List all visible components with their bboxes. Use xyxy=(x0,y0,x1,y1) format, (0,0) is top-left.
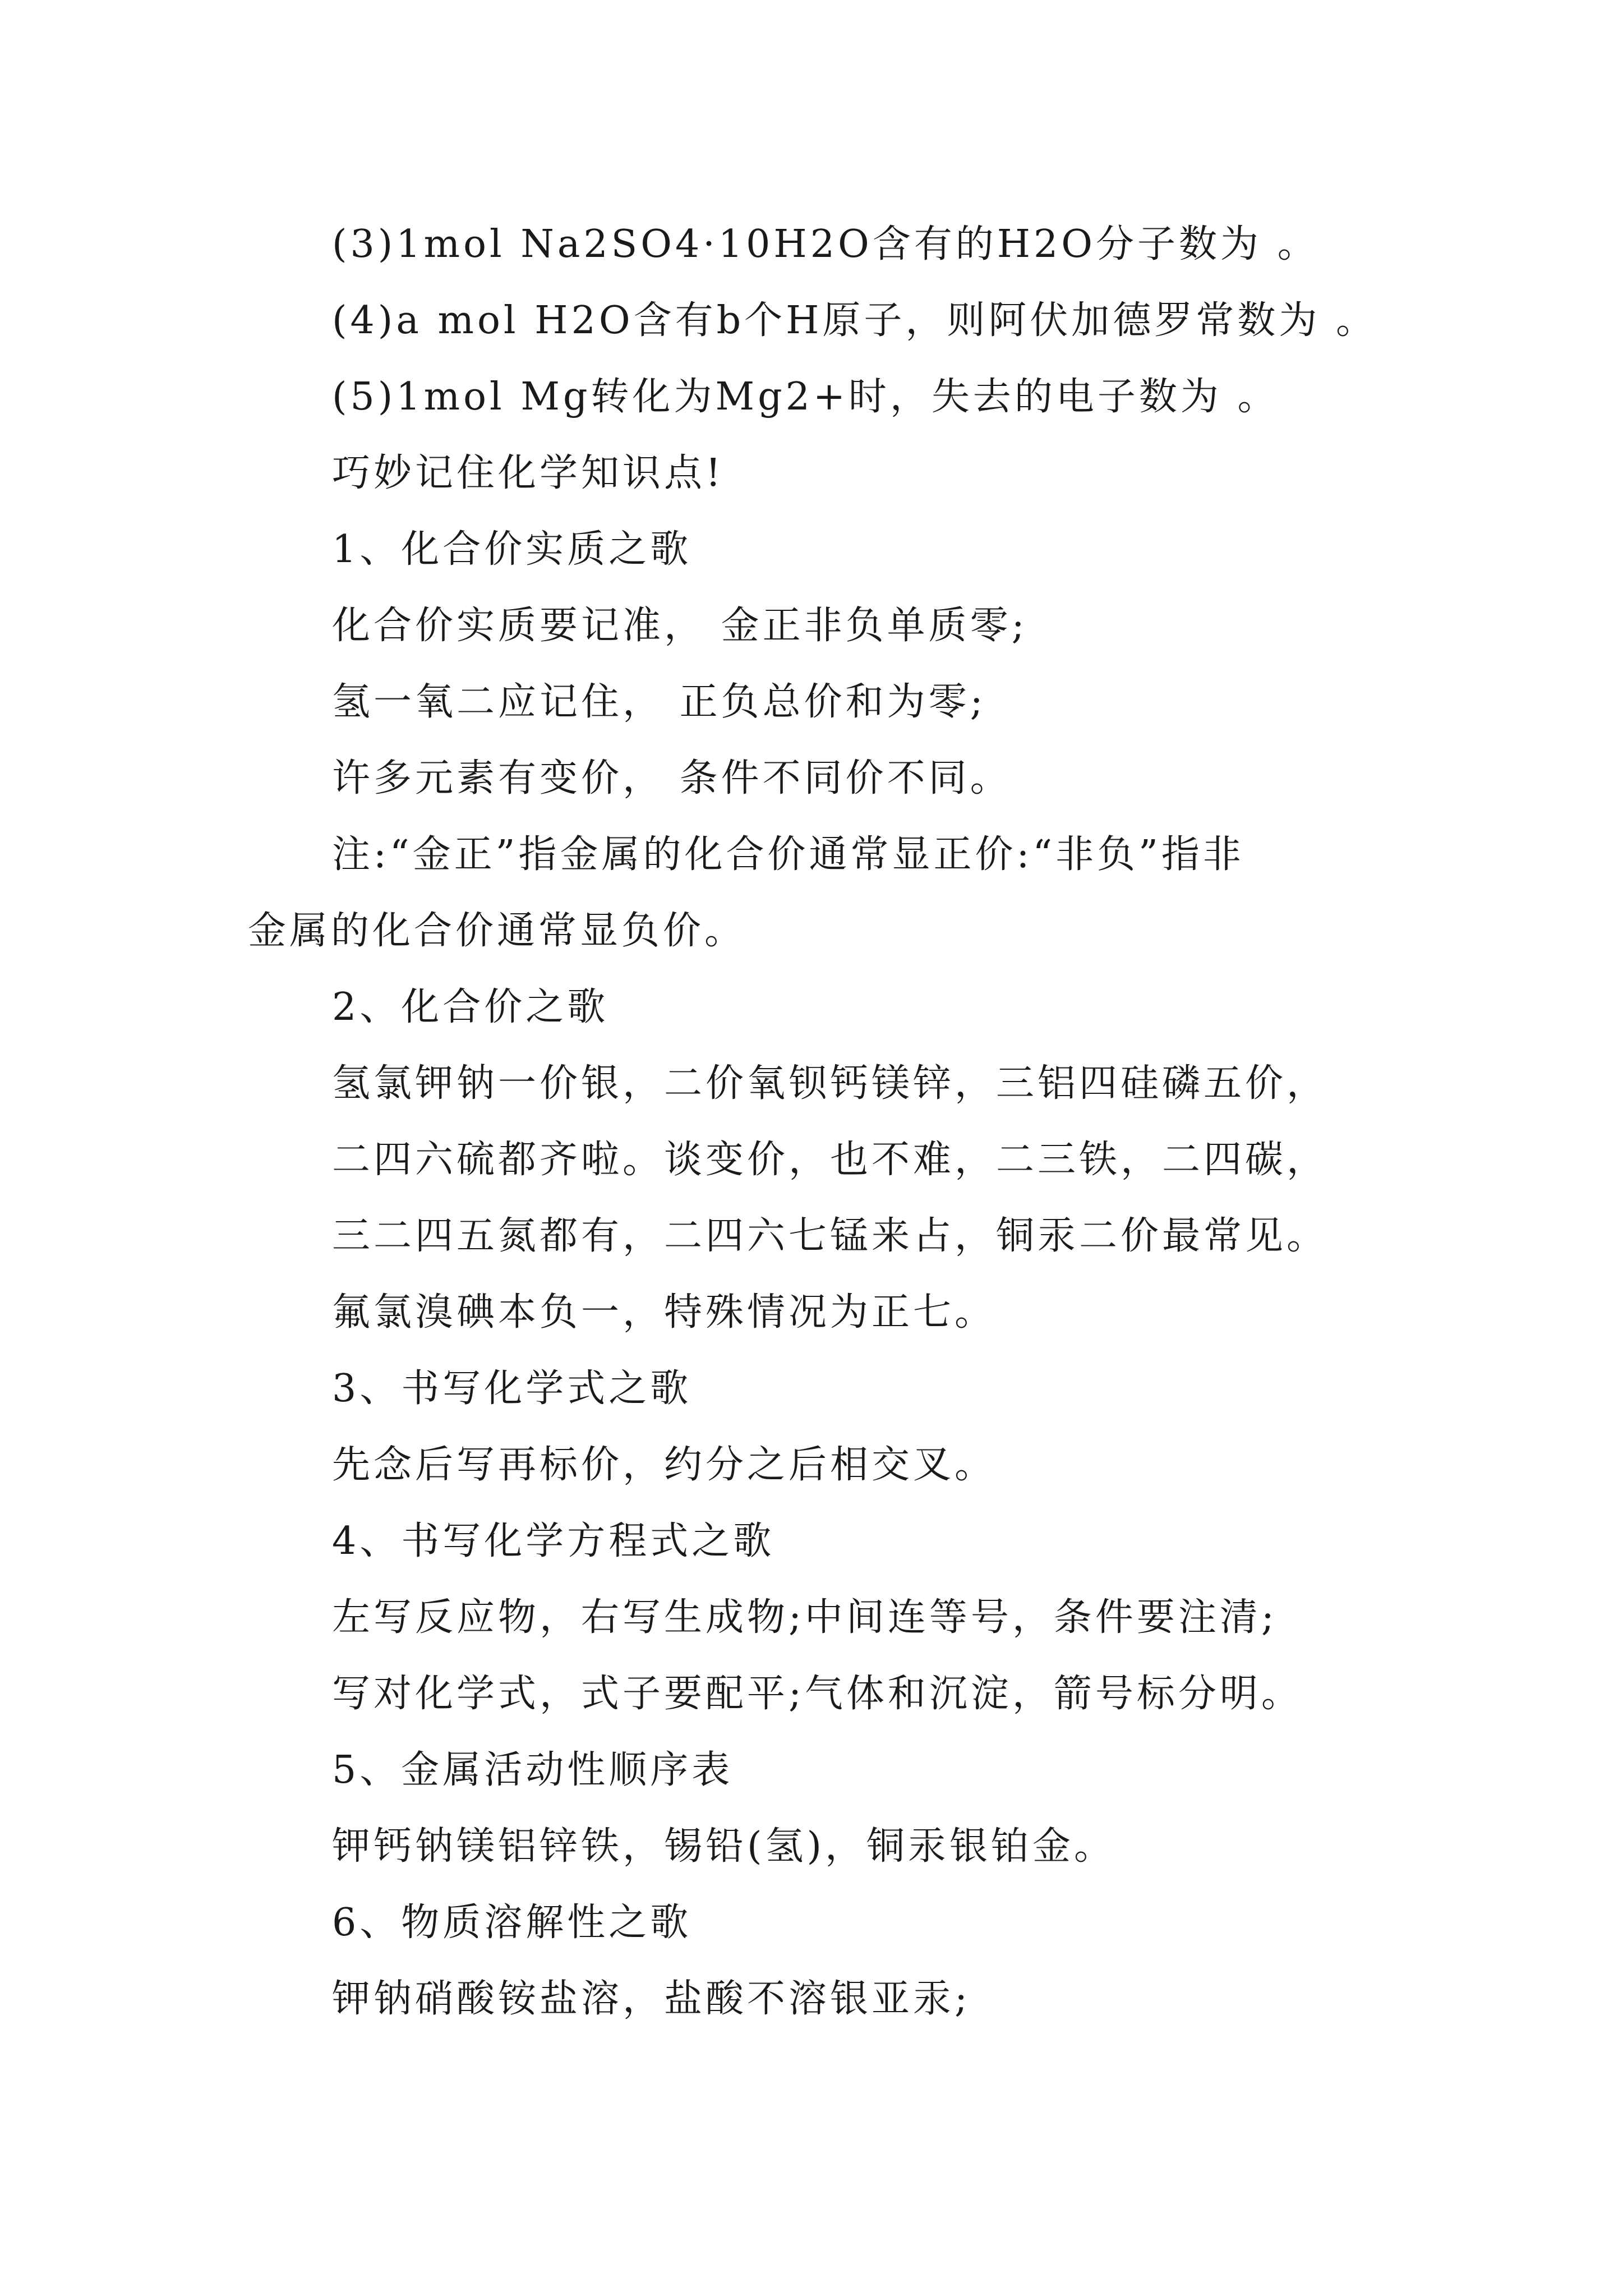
section-heading: 5、金属活动性顺序表 xyxy=(332,1748,734,1792)
text-line: (4)a mol H2O含有b个H原子，则阿伏加德罗常数为 。 xyxy=(332,298,1378,343)
section-heading: 1、化合价实质之歌 xyxy=(332,527,692,572)
text-line: 注:“金正”指金属的化合价通常显正价:“非负”指非 xyxy=(332,832,1244,877)
text-line-continued: 金属的化合价通常显负价。 xyxy=(248,909,746,953)
text-line: 三二四五氮都有，二四六七锰来占，铜汞二价最常见。 xyxy=(332,1214,1329,1258)
text-line: 许多元素有变价， 条件不同价不同。 xyxy=(332,756,1012,800)
text-line: 左写反应物，右写生成物;中间连等号，条件要注清; xyxy=(332,1595,1278,1640)
text-line: 二四六硫都齐啦。谈变价，也不难，二三铁，二四碳， xyxy=(332,1138,1329,1182)
text-line: (3)1mol Na2SO4·10H2O含有的H2O分子数为 。 xyxy=(332,222,1319,266)
text-line: 先念后写再标价，约分之后相交叉。 xyxy=(332,1443,997,1487)
text-line: 钾钙钠镁铝锌铁，锡铅(氢)，铜汞银铂金。 xyxy=(332,1824,1116,1869)
section-heading: 3、书写化学式之歌 xyxy=(332,1366,692,1411)
text-line: 化合价实质要记准， 金正非负单质零; xyxy=(332,604,1028,648)
text-line: 钾钠硝酸铵盐溶，盐酸不溶银亚汞; xyxy=(332,1977,971,2021)
section-heading: 2、化合价之歌 xyxy=(332,985,609,1029)
section-heading: 6、物质溶解性之歌 xyxy=(332,1901,692,1945)
section-heading: 巧妙记住化学知识点! xyxy=(332,451,725,495)
document-body xyxy=(248,206,1414,2037)
text-line: 写对化学式，式子要配平;气体和沉淀，箭号标分明。 xyxy=(332,1672,1303,1716)
text-line: (5)1mol Mg转化为Mg2+时，失去的电子数为 。 xyxy=(332,375,1279,419)
text-line: 氢一氧二应记住， 正负总价和为零; xyxy=(332,680,986,724)
text-line: 氟氯溴碘本负一，特殊情况为正七。 xyxy=(332,1290,997,1335)
section-heading: 4、书写化学方程式之歌 xyxy=(332,1519,775,1563)
text-line: 氢氯钾钠一价银，二价氧钡钙镁锌，三铝四硅磷五价， xyxy=(332,1061,1329,1106)
